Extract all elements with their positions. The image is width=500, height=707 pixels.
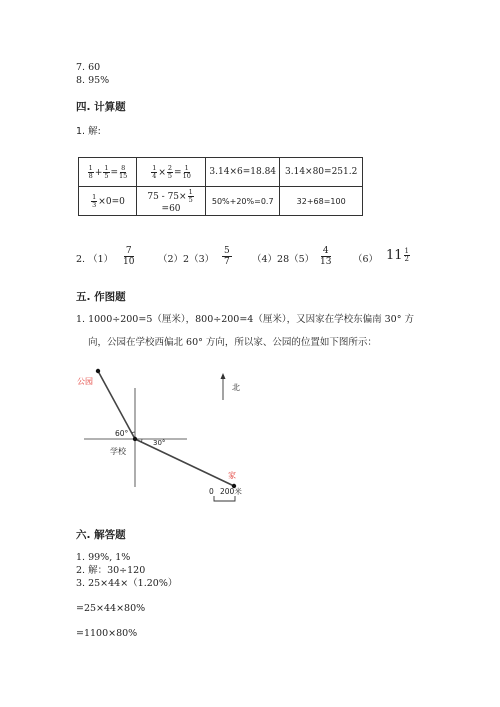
table-cell: 32+68=100 [280, 187, 363, 216]
fraction: $\frac{1}{8}$ [88, 163, 93, 180]
answer-line: 3. 25×44×（1.20%） [76, 578, 178, 589]
answer-line: 2. 解：30÷120 [76, 565, 146, 576]
calculation-table [78, 157, 363, 216]
answer-text-line: 向，公园在学校西偏北 60° 方向，所以家、公园的位置如下图所示： [88, 337, 377, 348]
answer-7: 7. 60 [76, 62, 101, 73]
answer-line: 1. 99%, 1% [76, 552, 131, 563]
park-label: 公园 [77, 377, 93, 386]
answer-line: =1100×80% [76, 628, 138, 639]
answer-line: =25×44×80% [76, 603, 146, 614]
table-cell: 3.14×80=251.2 [280, 158, 363, 187]
section-title-calculation: 四. 计算题 [76, 101, 126, 113]
q2-label: 2. （1） [76, 254, 114, 265]
ray-to-home [135, 439, 234, 486]
fraction: $\frac{8}{15}$ [119, 163, 128, 180]
fraction: $\frac{1}{5}$ [104, 163, 109, 180]
fraction: $\frac{5}{7}$ [224, 246, 230, 267]
table-row [79, 187, 363, 216]
fraction: $\frac{1}{10}$ [182, 163, 191, 180]
fraction: $\frac{2}{5}$ [167, 163, 173, 180]
table-cell: 75 - 75× $\frac{1}{5}$ =60 [137, 187, 206, 216]
table-cell: $\frac{1}{4}$ × $\frac{2}{5}$ = $\frac{1}{10}$ [137, 158, 206, 187]
scale-zero-label: 0 [209, 487, 214, 496]
q2-mid-3: （6） [353, 254, 379, 265]
q2-mid-1: （2）2（3） [158, 254, 215, 265]
north-arrowhead-icon [221, 373, 226, 379]
mixed-number: 11 $\frac{1}{2}$ [386, 247, 410, 263]
school-point [133, 437, 137, 441]
table-cell: 50%+20%=0.7 [206, 187, 280, 216]
table-row [79, 158, 363, 187]
fraction: $\frac{1}{5}$ [188, 187, 193, 204]
fraction: $\frac{7}{10}$ [123, 246, 135, 267]
table-cell: $\frac{1}{3}$ ×0=0 [79, 187, 137, 216]
park-point [96, 369, 100, 373]
table-cell: 3.14×6=18.84 [206, 158, 280, 187]
q1-label: 1. 解: [76, 126, 101, 137]
fraction: $\frac{1}{3}$ [92, 192, 97, 209]
section-title-drawing: 五. 作图题 [76, 291, 126, 303]
answer-8: 8. 95% [76, 75, 110, 86]
school-label: 学校 [110, 447, 126, 456]
fraction: $\frac{1}{4}$ [152, 163, 157, 180]
table-cell: $\frac{1}{8}$ + $\frac{1}{5}$ = $\frac{8}{15}$ [79, 158, 137, 187]
q2-mid-2: （4）28（5） [252, 254, 315, 265]
north-label: 北 [232, 383, 240, 392]
answer-text-line: 1. 1000÷200=5（厘米），800÷200=4（厘米），又因家在学校东偏南 30° 方 [76, 314, 414, 325]
fraction: $\frac{4}{13}$ [320, 246, 332, 267]
angle-30-label: 30° [153, 439, 166, 447]
scale-length-label: 200米 [220, 487, 242, 496]
section-title-problems: 六. 解答题 [76, 529, 126, 541]
home-label: 家 [228, 471, 236, 480]
angle-60-label: 60° [115, 429, 129, 438]
